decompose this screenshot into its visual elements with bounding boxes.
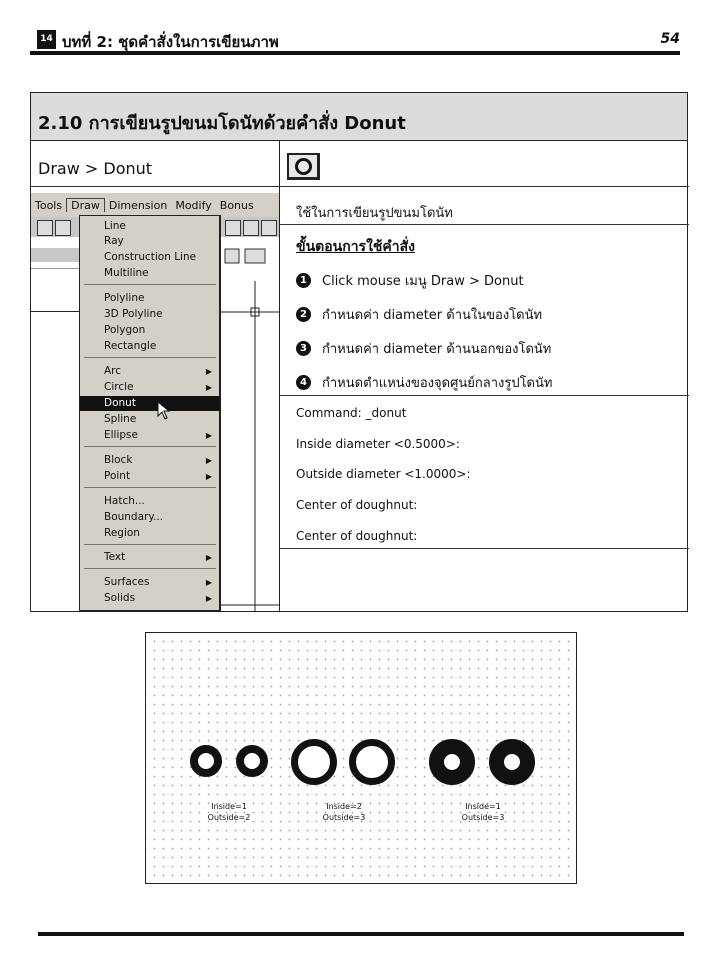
row-divider — [31, 186, 689, 187]
menu-item-point[interactable] — [80, 469, 220, 484]
submenu-arrow-icon: ▶ — [205, 456, 212, 465]
donut-shape — [349, 739, 395, 785]
donut-shape — [429, 739, 475, 785]
inside-label: Inside=2 — [326, 802, 362, 811]
donut-example-drawing — [145, 632, 577, 884]
menu-item-multiline[interactable]: Multiline — [104, 267, 149, 279]
step-text: กำหนดค่า diameter ด้านนอกของโดนัท — [322, 342, 552, 357]
menu-draw[interactable]: Draw — [66, 198, 105, 212]
menu-item-text[interactable] — [80, 550, 220, 565]
donut-shape — [489, 739, 535, 785]
inside-label: Inside=1 — [211, 802, 247, 811]
donut-icon — [295, 158, 312, 175]
menu-item-label: Arc — [104, 365, 122, 377]
donut-label — [304, 801, 384, 823]
menu-modify[interactable]: Modify — [175, 198, 212, 212]
menu-item-label: Block — [104, 454, 133, 466]
menu-separator — [84, 487, 216, 488]
toolbar-strip — [31, 248, 81, 262]
chapter-icon: 14 — [37, 30, 56, 49]
menu-bonus[interactable]: Bonus — [219, 198, 254, 212]
row-divider — [280, 395, 689, 396]
drawing-area-lines — [221, 237, 279, 611]
menu-item-construction-line[interactable]: Construction Line — [104, 251, 197, 263]
menu-item-label: Text — [104, 551, 126, 563]
menu-bar — [31, 193, 279, 217]
chapter-title: บทที่ 2: ชุดคำสั่งในการเขียนภาพ — [62, 33, 279, 51]
step-item — [296, 304, 542, 325]
menu-item-spline[interactable]: Spline — [104, 413, 137, 425]
submenu-arrow-icon: ▶ — [205, 553, 212, 562]
donut-shape — [190, 745, 222, 777]
menu-dimension[interactable]: Dimension — [108, 198, 168, 212]
step-number: 1 — [296, 273, 311, 288]
menu-item-hatch[interactable]: Hatch... — [104, 495, 145, 507]
toolbar-button[interactable] — [225, 220, 241, 236]
toolbar-button[interactable] — [55, 220, 71, 236]
divider — [31, 268, 81, 269]
menu-item-circle[interactable] — [80, 380, 220, 395]
menu-item-polyline[interactable]: Polyline — [104, 292, 145, 304]
menu-separator — [84, 357, 216, 358]
menu-item-label: Surfaces — [104, 576, 150, 588]
menu-separator — [84, 544, 216, 545]
menu-item-arc[interactable] — [80, 364, 220, 379]
menu-tools[interactable]: Tools — [35, 198, 63, 212]
submenu-arrow-icon: ▶ — [205, 578, 212, 587]
step-text: กำหนดตำแหน่งของจุดศูนย์กลางรูปโดนัท — [322, 376, 553, 391]
menu-item-label: Point — [104, 470, 131, 482]
menu-item-ellipse[interactable] — [80, 428, 220, 443]
menu-item-block[interactable] — [80, 453, 220, 468]
submenu-arrow-icon: ▶ — [205, 383, 212, 392]
menu-separator — [84, 568, 216, 569]
menu-item-label: Circle — [104, 381, 134, 393]
row-divider — [280, 548, 689, 549]
step-text: Click mouse เมนู Draw > Donut — [322, 274, 524, 289]
command-line: Center of doughnut: — [296, 529, 418, 543]
step-item — [296, 270, 524, 291]
donut-label — [443, 801, 523, 823]
menu-item-ray[interactable]: Ray — [104, 235, 124, 247]
menu-item-solids[interactable] — [80, 591, 220, 606]
menu-screenshot — [31, 193, 279, 611]
donut-label — [189, 801, 269, 823]
step-number: 2 — [296, 307, 311, 322]
command-line: Command: _donut — [296, 406, 407, 420]
section-title: 2.10 การเขียนรูปขนมโดนัทด้วยคำสั่ง Donut — [38, 113, 406, 134]
submenu-arrow-icon: ▶ — [205, 594, 212, 603]
submenu-arrow-icon: ▶ — [205, 367, 212, 376]
step-item — [296, 372, 552, 393]
draw-menu-dropdown — [79, 215, 221, 611]
menu-item-polygon[interactable]: Polygon — [104, 324, 146, 336]
menu-item-3d-polyline[interactable]: 3D Polyline — [104, 308, 163, 320]
step-text: กำหนดค่า diameter ด้านในของโดนัท — [322, 308, 543, 323]
toolbar-button[interactable] — [243, 220, 259, 236]
menu-separator — [84, 446, 216, 447]
submenu-arrow-icon: ▶ — [205, 431, 212, 440]
donut-shape — [236, 745, 268, 777]
menu-separator — [84, 284, 216, 285]
menu-item-region[interactable]: Region — [104, 527, 140, 539]
toolbar-button[interactable] — [261, 220, 277, 236]
footer-rule — [38, 932, 684, 936]
menu-item-label: Solids — [104, 592, 136, 604]
command-line: Inside diameter <0.5000>: — [296, 437, 460, 451]
menu-item-line[interactable]: Line — [104, 220, 126, 232]
donut-shape — [291, 739, 337, 785]
menu-item-donut[interactable]: Donut — [80, 396, 220, 411]
header-rule — [30, 51, 680, 55]
step-number: 3 — [296, 341, 311, 356]
page-number: 54 — [660, 31, 680, 47]
command-description: ใช้ในการเขียนรูปขนมโดนัท — [296, 206, 453, 221]
steps-heading: ขั้นตอนการใช้คำสั่ง — [296, 239, 416, 255]
row-divider — [280, 224, 689, 225]
outside-label: Outside=3 — [322, 813, 366, 822]
drawing-line — [31, 311, 79, 312]
submenu-arrow-icon: ▶ — [205, 472, 212, 481]
outside-label: Outside=3 — [461, 813, 505, 822]
step-item — [296, 338, 551, 359]
menu-item-label: Ellipse — [104, 429, 138, 441]
command-line: Outside diameter <1.0000>: — [296, 467, 471, 481]
step-number: 4 — [296, 375, 311, 390]
inside-label: Inside=1 — [465, 802, 501, 811]
toolbar-button[interactable] — [37, 220, 53, 236]
menu-item-boundary[interactable]: Boundary... — [104, 511, 164, 523]
outside-label: Outside=2 — [207, 813, 251, 822]
column-divider — [279, 141, 280, 611]
command-line: Center of doughnut: — [296, 498, 418, 512]
menu-item-rectangle[interactable]: Rectangle — [104, 340, 157, 352]
donut-tool-button[interactable] — [287, 153, 320, 180]
mouse-cursor-icon — [157, 401, 173, 421]
menu-item-surfaces[interactable] — [80, 575, 220, 590]
breadcrumb: Draw > Donut — [38, 159, 153, 178]
